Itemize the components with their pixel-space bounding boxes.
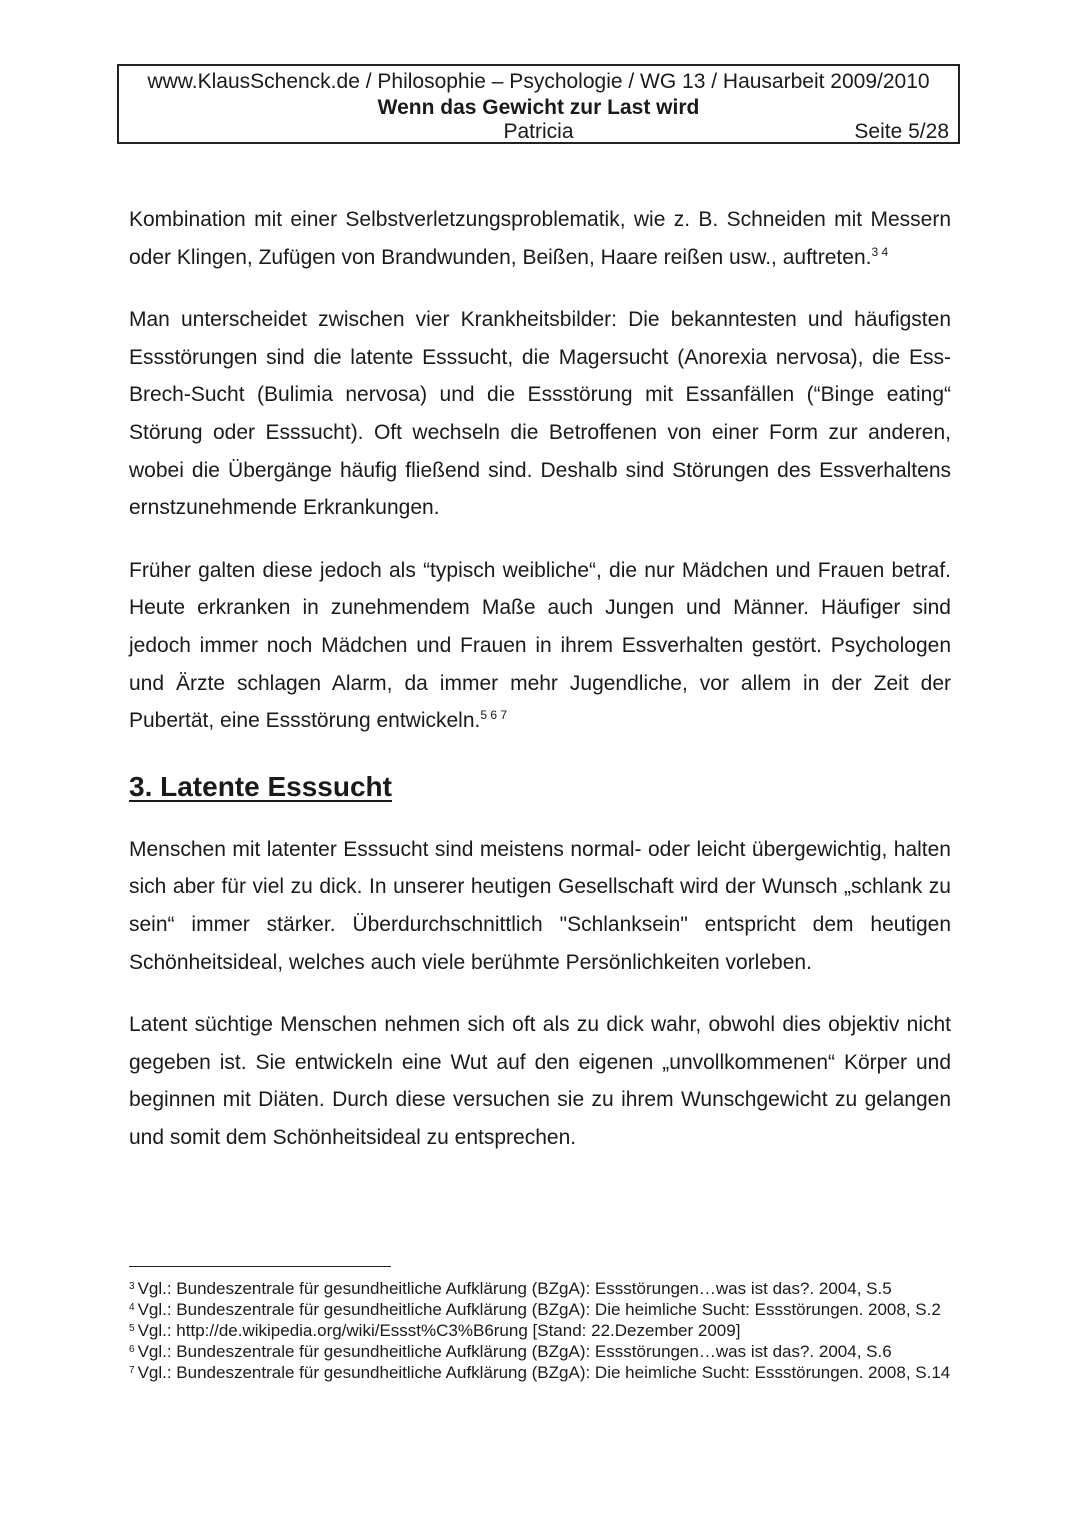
footnote-number: 3 bbox=[129, 1281, 135, 1292]
footnote-number: 6 bbox=[129, 1344, 135, 1355]
main-content bbox=[129, 201, 951, 1181]
paragraph-1 bbox=[129, 201, 951, 276]
footnote-item bbox=[129, 1362, 951, 1383]
footnotes bbox=[129, 1278, 951, 1383]
paragraph-5-text: Latent süchtige Menschen nehmen sich oft als zu dick wahr, obwohl dies objektiv nicht gegeben ist. Sie entwickeln eine Wut auf den eigenen „unvollkommenen“ Körper und beginnen mit Diäten. Durch diese versuchen sie zu ihrem Wunschgewicht zu gelangen und somit dem Schönheitsideal zu entsprechen. bbox=[129, 1013, 951, 1149]
footnote-number: 4 bbox=[129, 1302, 135, 1313]
header-title: Wenn das Gewicht zur Last wird bbox=[377, 96, 700, 119]
footnote-text: Vgl.: http://de.wikipedia.org/wiki/Essst%C3%B6rung [Stand: 22.Dezember 2009] bbox=[137, 1321, 741, 1340]
footnote-text: Vgl.: Bundeszentrale für gesundheitliche Aufklärung (BZgA): Die heimliche Sucht: Essstörungen. 2008, S.14 bbox=[137, 1363, 951, 1382]
paragraph-4 bbox=[129, 831, 951, 981]
paragraph-3 bbox=[129, 552, 951, 740]
paragraph-2 bbox=[129, 301, 951, 527]
footnote-item bbox=[129, 1278, 951, 1299]
footnote-ref[interactable]: 5 6 7 bbox=[480, 708, 508, 723]
footnote-ref[interactable]: 3 4 bbox=[871, 244, 889, 259]
footnote-item bbox=[129, 1341, 951, 1362]
footnote-item bbox=[129, 1320, 951, 1341]
paragraph-4-text: Menschen mit latenter Esssucht sind meistens normal- oder leicht übergewichtig, halten sich aber für viel zu dick. In unserer heutigen Gesellschaft wird der Wunsch „schlank zu sein“ immer stärker. Überdurchschnittlich "Schlanksein" entspricht dem heutigen Schönheitsideal, welches auch viele berühmte Persönlichkeiten vorleben. bbox=[129, 837, 951, 974]
paragraph-2-text: Man unterscheidet zwischen vier Krankheitsbilder: Die bekanntesten und häufigsten Essstörungen sind die latente Esssucht, die Magersucht (Anorexia nervosa), die Ess-Brech-Sucht (Bulimia nervosa) und die Essstörung mit Essanfällen (“Binge eating“ Störung oder Esssucht). Oft wechseln die Betroffenen von einer Form zur anderen, wobei die Übergänge häufig fließend sind. Deshalb sind Störungen des Essverhaltens ernstzunehmende Erkrankungen. bbox=[129, 308, 951, 520]
footnote-text: Vgl.: Bundeszentrale für gesundheitliche Aufklärung (BZgA): Essstörungen…was ist das?. 2004, S.6 bbox=[137, 1342, 892, 1361]
footnote-separator bbox=[129, 1266, 391, 1267]
header-source-line: www.KlausSchenck.de / Philosophie – Psychologie / WG 13 / Hausarbeit 2009/2010 bbox=[147, 70, 930, 93]
header-author: Patricia bbox=[503, 120, 574, 143]
footnote-number: 7 bbox=[129, 1365, 135, 1376]
footnote-text: Vgl.: Bundeszentrale für gesundheitliche Aufklärung (BZgA): Essstörungen…was ist das?. 2004, S.5 bbox=[137, 1279, 892, 1298]
section-heading: 3. Latente Esssucht bbox=[129, 770, 392, 802]
page-header bbox=[117, 64, 960, 144]
paragraph-1-text: Kombination mit einer Selbstverletzungsproblematik, wie z. B. Schneiden mit Messern oder Klingen, Zufügen von Brandwunden, Beißen, Haare reißen usw., auftreten. bbox=[129, 208, 951, 269]
footnote-item bbox=[129, 1299, 951, 1320]
paragraph-3-text: Früher galten diese jedoch als “typisch weibliche“, die nur Mädchen und Frauen betraf. Heute erkranken in zunehmendem Maße auch Jungen und Männer. Häufiger sind jedoch immer noch Mädchen und Frauen in ihrem Essverhalten gestört. Psychologen und Ärzte schlagen Alarm, da immer mehr Jugendliche, vor allem in der Zeit der Pubertät, eine Essstörung entwickeln. bbox=[129, 558, 951, 733]
page-number: Seite 5/28 bbox=[854, 120, 949, 143]
footnote-number: 5 bbox=[129, 1323, 135, 1334]
paragraph-5 bbox=[129, 1006, 951, 1156]
footnote-text: Vgl.: Bundeszentrale für gesundheitliche Aufklärung (BZgA): Die heimliche Sucht: Essstörungen. 2008, S.2 bbox=[137, 1300, 941, 1319]
